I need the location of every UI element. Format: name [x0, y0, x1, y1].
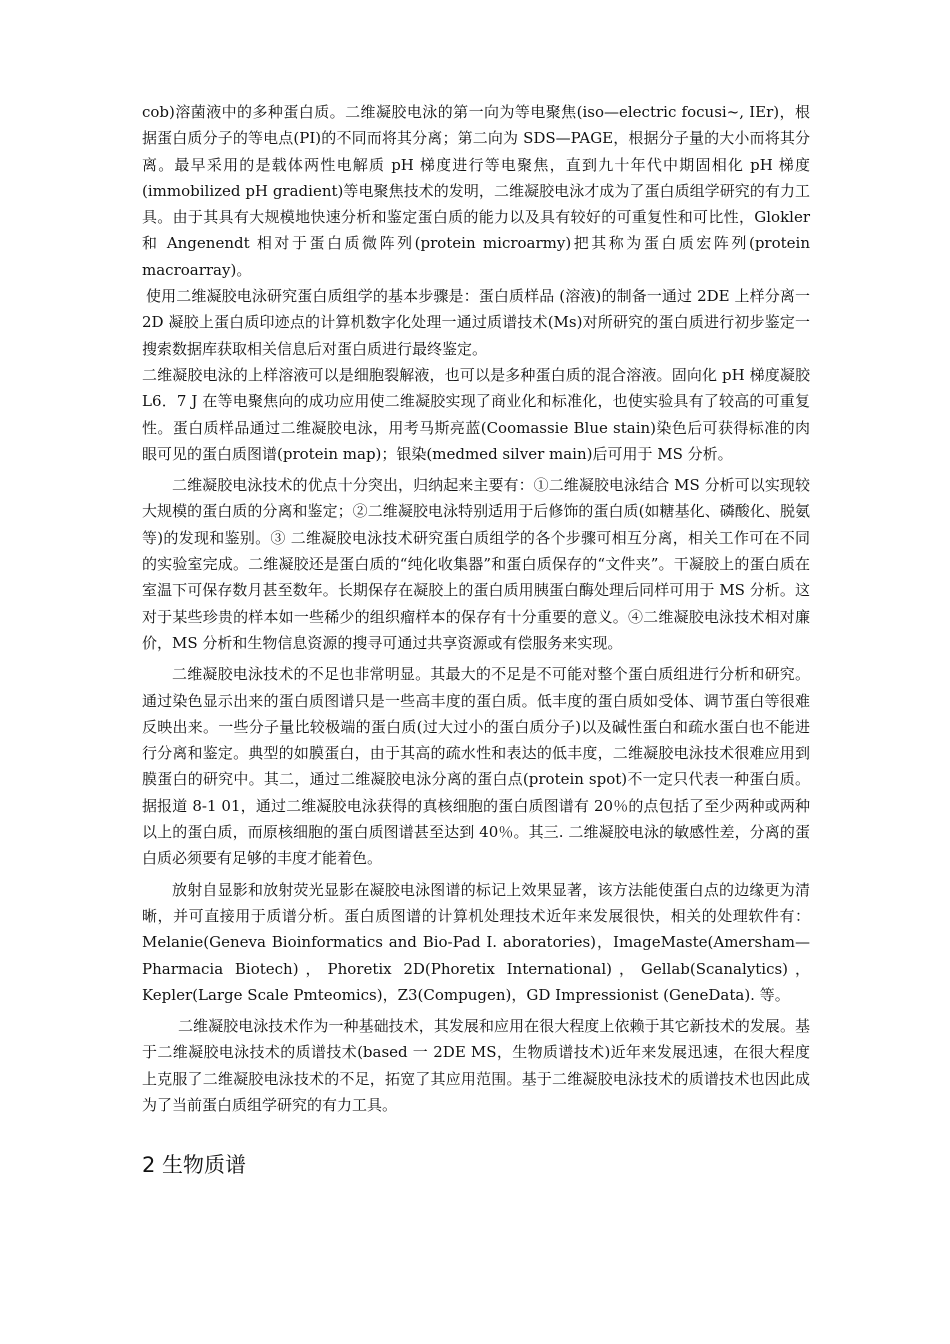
paragraph-3: 二维凝胶电泳的上样溶液可以是细胞裂解液，也可以是多种蛋白质的混合溶液。固向化 pH 梯度凝胶 L6．7 J 在等电聚焦向的成功应用使二维凝胶实现了商业化和标准化，也使实验具有了较高的可重复性。蛋白质样品通过二维凝胶电泳，用考马斯亮蓝(Coomassie Blue stain)染色后可获得标准的肉眼可见的蛋白质图谱(protein map)；银染(medmed silver main)后可用于 MS 分析。 — [142, 365, 810, 463]
paragraph-5: 二维凝胶电泳技术的不足也非常明显。其最大的不足是不可能对整个蛋白质组进行分析和研究。通过染色显示出来的蛋白质图谱只是一些高丰度的蛋白质。低丰度的蛋白质如受体、调节蛋白等很难反映出来。一些分子量比较极端的蛋白质(过大过小的蛋白质分子)以及碱性蛋白和疏水蛋白也不能进行分离和鉴定。典型的如膜蛋白，由于其高的疏水性和表达的低丰度，二维凝胶电泳技术很难应用到膜蛋白的研究中。其二，通过二维凝胶电泳分离的蛋白点(protein spot)不一定只代表一种蛋白质。据报道 8-1 01，通过二维凝胶电泳获得的真核细胞的蛋白质图谱有 20％的点包括了至少两种或两种以上的蛋白质，而原核细胞的蛋白质图谱甚至达到 40％。其三. 二维凝胶电泳的敏感性差，分离的蛋白质必须要有足够的丰度才能着色。 — [142, 665, 810, 868]
paragraph-1: cob)溶菌液中的多种蛋白质。二维凝胶电泳的第一向为等电聚焦(iso—electric focusi~, IEr)，根据蛋白质分子的等电点(PI)的不同而将其分离；第二向为 SDS—PAGE，根据分子量的大小而将其分离。最早采用的是载体两性电解质 pH 梯度进行等电聚焦，直到九十年代中期固相化 pH 梯度(immobilized pH gradient)等电聚焦技术的发明，二维凝胶电泳才成为了蛋白质组学研究的有力工具。由于其具有大规模地快速分析和鉴定蛋白质的能力以及具有较好的可重复性和可比性，Glokler 和 Angenendt 相对于蛋白质微阵列(protein microarmy)把其称为蛋白质宏阵列(protein macroarray)。 — [142, 103, 810, 279]
document-body — [142, 99, 810, 1118]
paragraph-4: 二维凝胶电泳技术的优点十分突出，归纳起来主要有：①二维凝胶电泳结合 MS 分析可以实现较大规模的蛋白质的分离和鉴定；②二维凝胶电泳特别适用于后修饰的蛋白质(如糖基化、磷酸化、脱氨等)的发现和鉴别。③ 二维凝胶电泳技术研究蛋白质组学的各个步骤可相互分离，相关工作可在不同的实验室完成。二维凝胶还是蛋白质的“纯化收集器”和蛋白质保存的“文件夹”。干凝胶上的蛋白质在室温下可保存数月甚至数年。长期保存在凝胶上的蛋白质用胰蛋白酶处理后同样可用于 MS 分析。这对于某些珍贵的样本如一些稀少的组织瘤样本的保存有十分重要的意义。④二维凝胶电泳技术相对廉价，MS 分析和生物信息资源的搜寻可通过共享资源或有偿服务来实现。 — [142, 476, 810, 652]
paragraph-2: 使用二维凝胶电泳研究蛋白质组学的基本步骤是：蛋白质样品 (溶液)的制备一通过 2DE 上样分离一 2D 凝胶上蛋白质印迹点的计算机数字化处理一通过质谱技术(Ms)对所研究的蛋白质进行初步鉴定一搜索数据库获取相关信息后对蛋白质进行最终鉴定。 — [142, 287, 810, 358]
paragraph-6: 放射自显影和放射荧光显影在凝胶电泳图谱的标记上效果显著，该方法能使蛋白点的边缘更为清晰，并可直接用于质谱分析。蛋白质图谱的计算机处理技术近年来发展很快，相关的处理软件有：Melanie(Geneva Bioinformatics and Bio-Pad I. aboratories)，ImageMaste(Amersham—Pharmacia Biotech)，Phoretix 2D(Phoretix International)，Gellab(Scanalytics)，Kepler(Large Scale Pmteomics)，Z3(Compugen)，GD Impressionist (GeneData). 等。 — [142, 880, 810, 1004]
paragraph-7: 二维凝胶电泳技术作为一种基础技术，其发展和应用在很大程度上依赖于其它新技术的发展。基于二维凝胶电泳技术的质谱技术(based 一 2DE MS，生物质谱技术)近年来发展迅速，在很大程度上克服了二维凝胶电泳技术的不足，拓宽了其应用范围。基于二维凝胶电泳技术的质谱技术也因此成为了当前蛋白质组学研究的有力工具。 — [142, 1017, 810, 1114]
section-heading: 2 生物质谱 — [142, 1153, 247, 1177]
